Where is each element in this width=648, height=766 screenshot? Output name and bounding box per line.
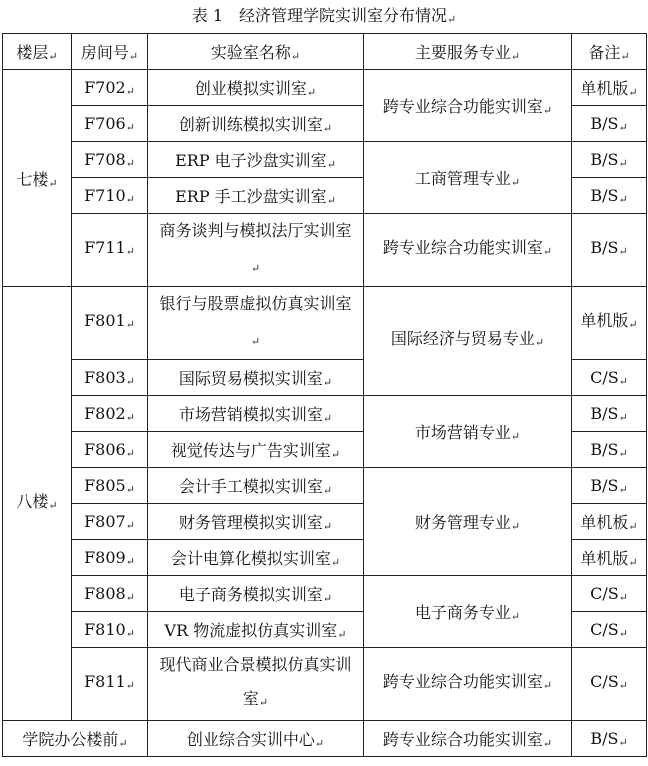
table-row	[3, 287, 647, 360]
paragraph-mark-icon: ↵	[314, 737, 325, 750]
lab-cell: 财务管理模拟实训室↵	[148, 504, 364, 540]
paragraph-mark-icon: ↵	[618, 735, 628, 749]
note-cell: 单机板↵	[572, 504, 647, 540]
paragraph-mark-icon: ↵	[125, 156, 135, 170]
paragraph-mark-icon: ↵	[510, 610, 521, 623]
paragraph-mark-icon: ↵	[618, 245, 628, 258]
paragraph-mark-icon: ↵	[125, 590, 135, 604]
paragraph-mark-icon: ↵	[290, 50, 301, 63]
note-cell: B/S↵	[572, 396, 647, 432]
major-cell: 市场营销专业↵	[364, 396, 572, 468]
lab-cell: 创业模拟实训室↵	[148, 70, 364, 106]
room-cell: F801↵	[72, 287, 148, 360]
paragraph-mark-icon: ↵	[628, 520, 638, 533]
lab-cell: 创新训练模拟实训室↵	[148, 106, 364, 142]
paragraph-mark-icon: ↵	[322, 592, 333, 605]
major-cell: 财务管理专业↵	[364, 468, 572, 576]
major-cell: 跨专业综合功能实训室↵	[364, 721, 572, 757]
lab-cell: 市场营销模拟实训室↵	[148, 396, 364, 432]
paragraph-mark-icon: ↵	[48, 176, 58, 190]
note-cell: B/S↵	[572, 214, 647, 287]
paragraph-mark-icon: ↵	[125, 518, 135, 532]
paragraph-mark-icon: ↵	[118, 737, 128, 750]
lab-cell: 会计电算化模拟实训室↵	[148, 540, 364, 576]
paragraph-mark-icon: ↵	[326, 194, 336, 207]
paragraph-mark-icon: ↵	[125, 374, 135, 388]
table-row	[3, 648, 647, 721]
paragraph-mark-icon: ↵	[510, 430, 521, 443]
paragraph-mark-icon: ↵	[618, 679, 628, 692]
paragraph-mark-icon: ↵	[125, 318, 135, 331]
paragraph-mark-icon: ↵	[322, 520, 333, 533]
paragraph-mark-icon: ↵	[510, 176, 521, 189]
major-cell: 跨专业综合功能实训室↵	[364, 70, 572, 142]
note-cell: C/S↵	[572, 360, 647, 396]
paragraph-mark-icon: ↵	[510, 50, 521, 63]
paragraph-mark-icon: ↵	[322, 376, 333, 389]
paragraph-mark-icon: ↵	[542, 737, 553, 750]
room-cell: F810↵	[72, 612, 148, 648]
table-row	[3, 576, 647, 612]
paragraph-mark-icon: ↵	[48, 50, 58, 63]
note-cell: B/S↵	[572, 468, 647, 504]
lab-cell: VR 物流虚拟仿真实训室↵	[148, 612, 364, 648]
lab-cell: 创业综合实训中心↵	[148, 721, 364, 757]
floor-cell: 七楼↵	[3, 70, 72, 287]
floor-cell: 学院办公楼前↵	[3, 721, 148, 757]
caption-text: 表 1 经济管理学院实训室分布情况	[191, 6, 448, 25]
paragraph-mark-icon: ↵	[447, 13, 457, 26]
lab-cell: 视觉传达与广告实训室↵	[148, 432, 364, 468]
paragraph-mark-icon: ↵	[542, 245, 553, 258]
paragraph-mark-icon: ↵	[330, 448, 341, 461]
paragraph-mark-icon: ↵	[125, 245, 135, 258]
paragraph-mark-icon: ↵	[258, 696, 269, 709]
note-cell: 单机版↵	[572, 70, 647, 106]
paragraph-mark-icon: ↵	[618, 626, 628, 640]
paragraph-mark-icon: ↵	[322, 412, 333, 425]
header-lab: 实验室名称↵	[148, 34, 364, 70]
table-row	[3, 396, 647, 432]
room-cell: F708↵	[72, 142, 148, 178]
room-cell: F806↵	[72, 432, 148, 468]
room-cell: F805↵	[72, 468, 148, 504]
table-row	[3, 70, 647, 106]
paragraph-mark-icon: ↵	[306, 86, 317, 99]
room-cell: F706↵	[72, 106, 148, 142]
paragraph-mark-icon: ↵	[542, 679, 553, 692]
paragraph-mark-icon: ↵	[620, 50, 630, 63]
note-cell: C/S↵	[572, 612, 647, 648]
room-cell: F711↵	[72, 214, 148, 287]
paragraph-mark-icon: ↵	[322, 484, 333, 497]
paragraph-mark-icon: ↵	[618, 120, 628, 134]
header-floor: 楼层↵	[3, 34, 72, 70]
room-cell: F808↵	[72, 576, 148, 612]
paragraph-mark-icon: ↵	[125, 84, 135, 98]
lab-cell: ERP 手工沙盘实训室↵	[148, 178, 364, 214]
header-note: 备注↵	[572, 34, 647, 70]
paragraph-mark-icon: ↵	[125, 482, 135, 496]
paragraph-mark-icon: ↵	[125, 446, 135, 460]
lab-cell: ERP 电子沙盘实训室↵	[148, 142, 364, 178]
note-cell: B/S↵	[572, 721, 647, 757]
paragraph-mark-icon: ↵	[125, 554, 135, 568]
major-cell: 工商管理专业↵	[364, 142, 572, 214]
lab-cell: 会计手工模拟实训室↵	[148, 468, 364, 504]
note-cell: B/S↵	[572, 106, 647, 142]
room-cell: F702↵	[72, 70, 148, 106]
major-cell: 电子商务专业↵	[364, 576, 572, 648]
lab-cell: 国际贸易模拟实训室↵	[148, 360, 364, 396]
room-cell: F803↵	[72, 360, 148, 396]
paragraph-mark-icon: ↵	[48, 498, 58, 512]
room-cell: F811↵	[72, 648, 148, 721]
paragraph-mark-icon: ↵	[250, 335, 261, 348]
paragraph-mark-icon: ↵	[618, 374, 628, 388]
paragraph-mark-icon: ↵	[125, 679, 135, 692]
note-cell: B/S↵	[572, 432, 647, 468]
lab-cell: 电子商务模拟实训室↵	[148, 576, 364, 612]
paragraph-mark-icon: ↵	[628, 556, 638, 569]
paragraph-mark-icon: ↵	[125, 120, 135, 134]
paragraph-mark-icon: ↵	[618, 590, 628, 604]
paragraph-mark-icon: ↵	[125, 192, 135, 206]
table-row	[3, 468, 647, 504]
table-row	[3, 721, 647, 757]
paragraph-mark-icon: ↵	[128, 50, 139, 63]
table-caption	[0, 4, 648, 32]
header-room: 房间号↵	[72, 34, 148, 70]
major-cell: 跨专业综合功能实训室↵	[364, 214, 572, 287]
paragraph-mark-icon: ↵	[125, 410, 135, 424]
note-cell: 单机版↵	[572, 287, 647, 360]
paragraph-mark-icon: ↵	[326, 158, 336, 171]
paragraph-mark-icon: ↵	[330, 556, 341, 569]
paragraph-mark-icon: ↵	[628, 86, 638, 99]
paragraph-mark-icon: ↵	[618, 446, 628, 460]
table-row	[3, 142, 647, 178]
room-cell: F802↵	[72, 396, 148, 432]
major-cell: 跨专业综合功能实训室↵	[364, 648, 572, 721]
header-row	[3, 34, 647, 70]
paragraph-mark-icon: ↵	[618, 482, 628, 496]
note-cell: B/S↵	[572, 178, 647, 214]
lab-cell: 银行与股票虚拟仿真实训室↵	[148, 287, 364, 360]
paragraph-mark-icon: ↵	[250, 262, 261, 275]
lab-cell: 现代商业合景模拟仿真实训室↵	[148, 648, 364, 721]
note-cell: B/S↵	[572, 142, 647, 178]
note-cell: 单机版↵	[572, 540, 647, 576]
room-cell: F807↵	[72, 504, 148, 540]
note-cell: C/S↵	[572, 576, 647, 612]
header-major: 主要服务专业↵	[364, 34, 572, 70]
note-cell: C/S↵	[572, 648, 647, 721]
paragraph-mark-icon: ↵	[322, 122, 333, 135]
major-cell: 国际经济与贸易专业↵	[364, 287, 572, 396]
paragraph-mark-icon: ↵	[628, 318, 638, 331]
paragraph-mark-icon: ↵	[618, 156, 628, 170]
paragraph-mark-icon: ↵	[125, 626, 135, 640]
paragraph-mark-icon: ↵	[618, 410, 628, 424]
floor-cell: 八楼↵	[3, 287, 72, 721]
paragraph-mark-icon: ↵	[337, 628, 347, 641]
table-row	[3, 214, 647, 287]
room-cell: F710↵	[72, 178, 148, 214]
paragraph-mark-icon: ↵	[618, 192, 628, 206]
lab-cell: 商务谈判与模拟法厅实训室↵	[148, 214, 364, 287]
lab-distribution-table	[2, 33, 647, 757]
paragraph-mark-icon: ↵	[542, 104, 553, 117]
room-cell: F809↵	[72, 540, 148, 576]
paragraph-mark-icon: ↵	[510, 520, 521, 533]
paragraph-mark-icon: ↵	[534, 336, 545, 349]
